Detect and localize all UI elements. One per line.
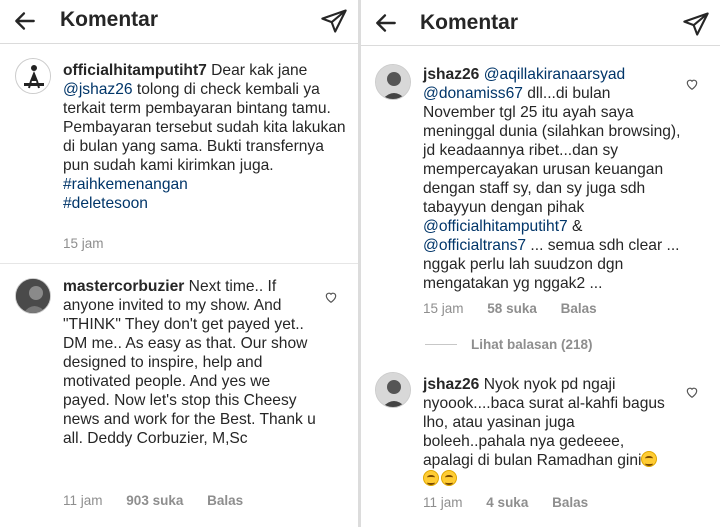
- comment-body: Nyok nyok pd ngaji nyoook....baca surat al-kahfi bagus lho, atau yasinan juga boleeh..pahala nya gedeeee, apalagi di bulan Ramadhan gini: [423, 376, 665, 469]
- replies-line: [425, 344, 457, 345]
- avatar[interactable]: [15, 278, 51, 314]
- avatar[interactable]: [375, 372, 411, 408]
- comment-text: [423, 375, 677, 489]
- comment-meta: [63, 493, 263, 508]
- comment-body: Next time.. If anyone invited to my show. And "THINK" They don't get payed yet.. DM me.. As easy as that. Our show designed to inspire, help and motivated people. And yes we payed. Now let's stop this Cheesy news and work for the Best. Thank u all. Deddy Corbuzier, M,Sc: [63, 278, 316, 447]
- comment-username[interactable]: mastercorbuzier: [63, 278, 185, 295]
- paper-plane-icon[interactable]: [320, 7, 348, 35]
- smiling-face-emoji-icon: [641, 451, 657, 467]
- comments-header: [361, 0, 720, 46]
- view-replies-label: Lihat balasan (218): [471, 337, 593, 352]
- mention-link[interactable]: @aqillakiranaarsyad: [483, 66, 626, 83]
- hashtag-link[interactable]: #raihkemenangan: [63, 176, 188, 193]
- comment-meta: [63, 236, 124, 251]
- right-panel: [361, 0, 720, 527]
- comments-header: [0, 0, 358, 44]
- paper-plane-icon[interactable]: [682, 10, 710, 38]
- avatar[interactable]: [375, 64, 411, 100]
- likes-count[interactable]: 58 suka: [487, 301, 537, 316]
- comment-body: dll...di bulan November tgl 25 itu ayah saya meninggal dunia (silahkan browsing), jd keadaannya ribet...dan sy mempercayakan urusan keuangan dengan staff sy, dan sy juga sdh tabayyun dengan pihak: [423, 85, 681, 216]
- comment-time: 11 jam: [423, 495, 463, 510]
- comment: [361, 362, 720, 527]
- page-title: Komentar: [60, 8, 159, 31]
- comment-body: &: [567, 218, 583, 235]
- arrow-left-icon[interactable]: [373, 10, 399, 36]
- reply-button[interactable]: Balas: [560, 301, 597, 316]
- likes-count[interactable]: 4 suka: [486, 495, 529, 510]
- comment-time: 15 jam: [63, 236, 104, 251]
- comment-time: 15 jam: [423, 301, 464, 316]
- reply-button[interactable]: Balas: [207, 493, 244, 508]
- comment-username[interactable]: jshaz26: [423, 376, 480, 393]
- comment-text: [423, 65, 685, 293]
- likes-count[interactable]: 903 suka: [126, 493, 184, 508]
- page-title: Komentar: [420, 11, 519, 34]
- smiling-face-emoji-icon: [441, 470, 457, 486]
- comment-time: 11 jam: [63, 493, 103, 508]
- hashtag-link[interactable]: #deletesoon: [63, 195, 148, 212]
- comment: [361, 46, 720, 346]
- left-panel: [0, 0, 358, 527]
- comment: [0, 264, 358, 527]
- reply-button[interactable]: Balas: [552, 495, 589, 510]
- mention-link[interactable]: @officialtrans7: [423, 237, 527, 254]
- comment-username[interactable]: officialhitamputiht7: [63, 62, 207, 79]
- avatar[interactable]: [15, 58, 51, 94]
- comment-body: tolong di check kembali ya terkait term pembayaran bintang tamu. Pembayaran tersebut sudah kita lakukan di bulan yang sama. Bukti transfernya pun sudah kami kirimkan juga.: [63, 81, 346, 174]
- mention-link[interactable]: @donamiss67: [423, 85, 523, 102]
- heart-outline-icon[interactable]: [685, 385, 699, 399]
- mention-link[interactable]: @jshaz26: [63, 81, 133, 98]
- comment-body: ... semua sdh clear ... nggak perlu lah suudzon dgn mengatakan yg nggak2 ...: [423, 237, 680, 292]
- arrow-left-icon[interactable]: [12, 8, 38, 34]
- heart-outline-icon[interactable]: [324, 290, 338, 304]
- comment-text: [63, 277, 321, 448]
- mention-link[interactable]: @officialhitamputiht7: [423, 218, 568, 235]
- comment-meta: [423, 495, 608, 510]
- comment-text: [63, 61, 353, 213]
- comment-meta: [423, 301, 617, 316]
- heart-outline-icon[interactable]: [685, 77, 699, 91]
- comment-body: Dear kak jane: [206, 62, 308, 79]
- caption-comment: [0, 44, 358, 264]
- comment-username[interactable]: jshaz26: [423, 66, 480, 83]
- smiling-face-emoji-icon: [423, 470, 439, 486]
- view-replies-button[interactable]: [425, 337, 593, 352]
